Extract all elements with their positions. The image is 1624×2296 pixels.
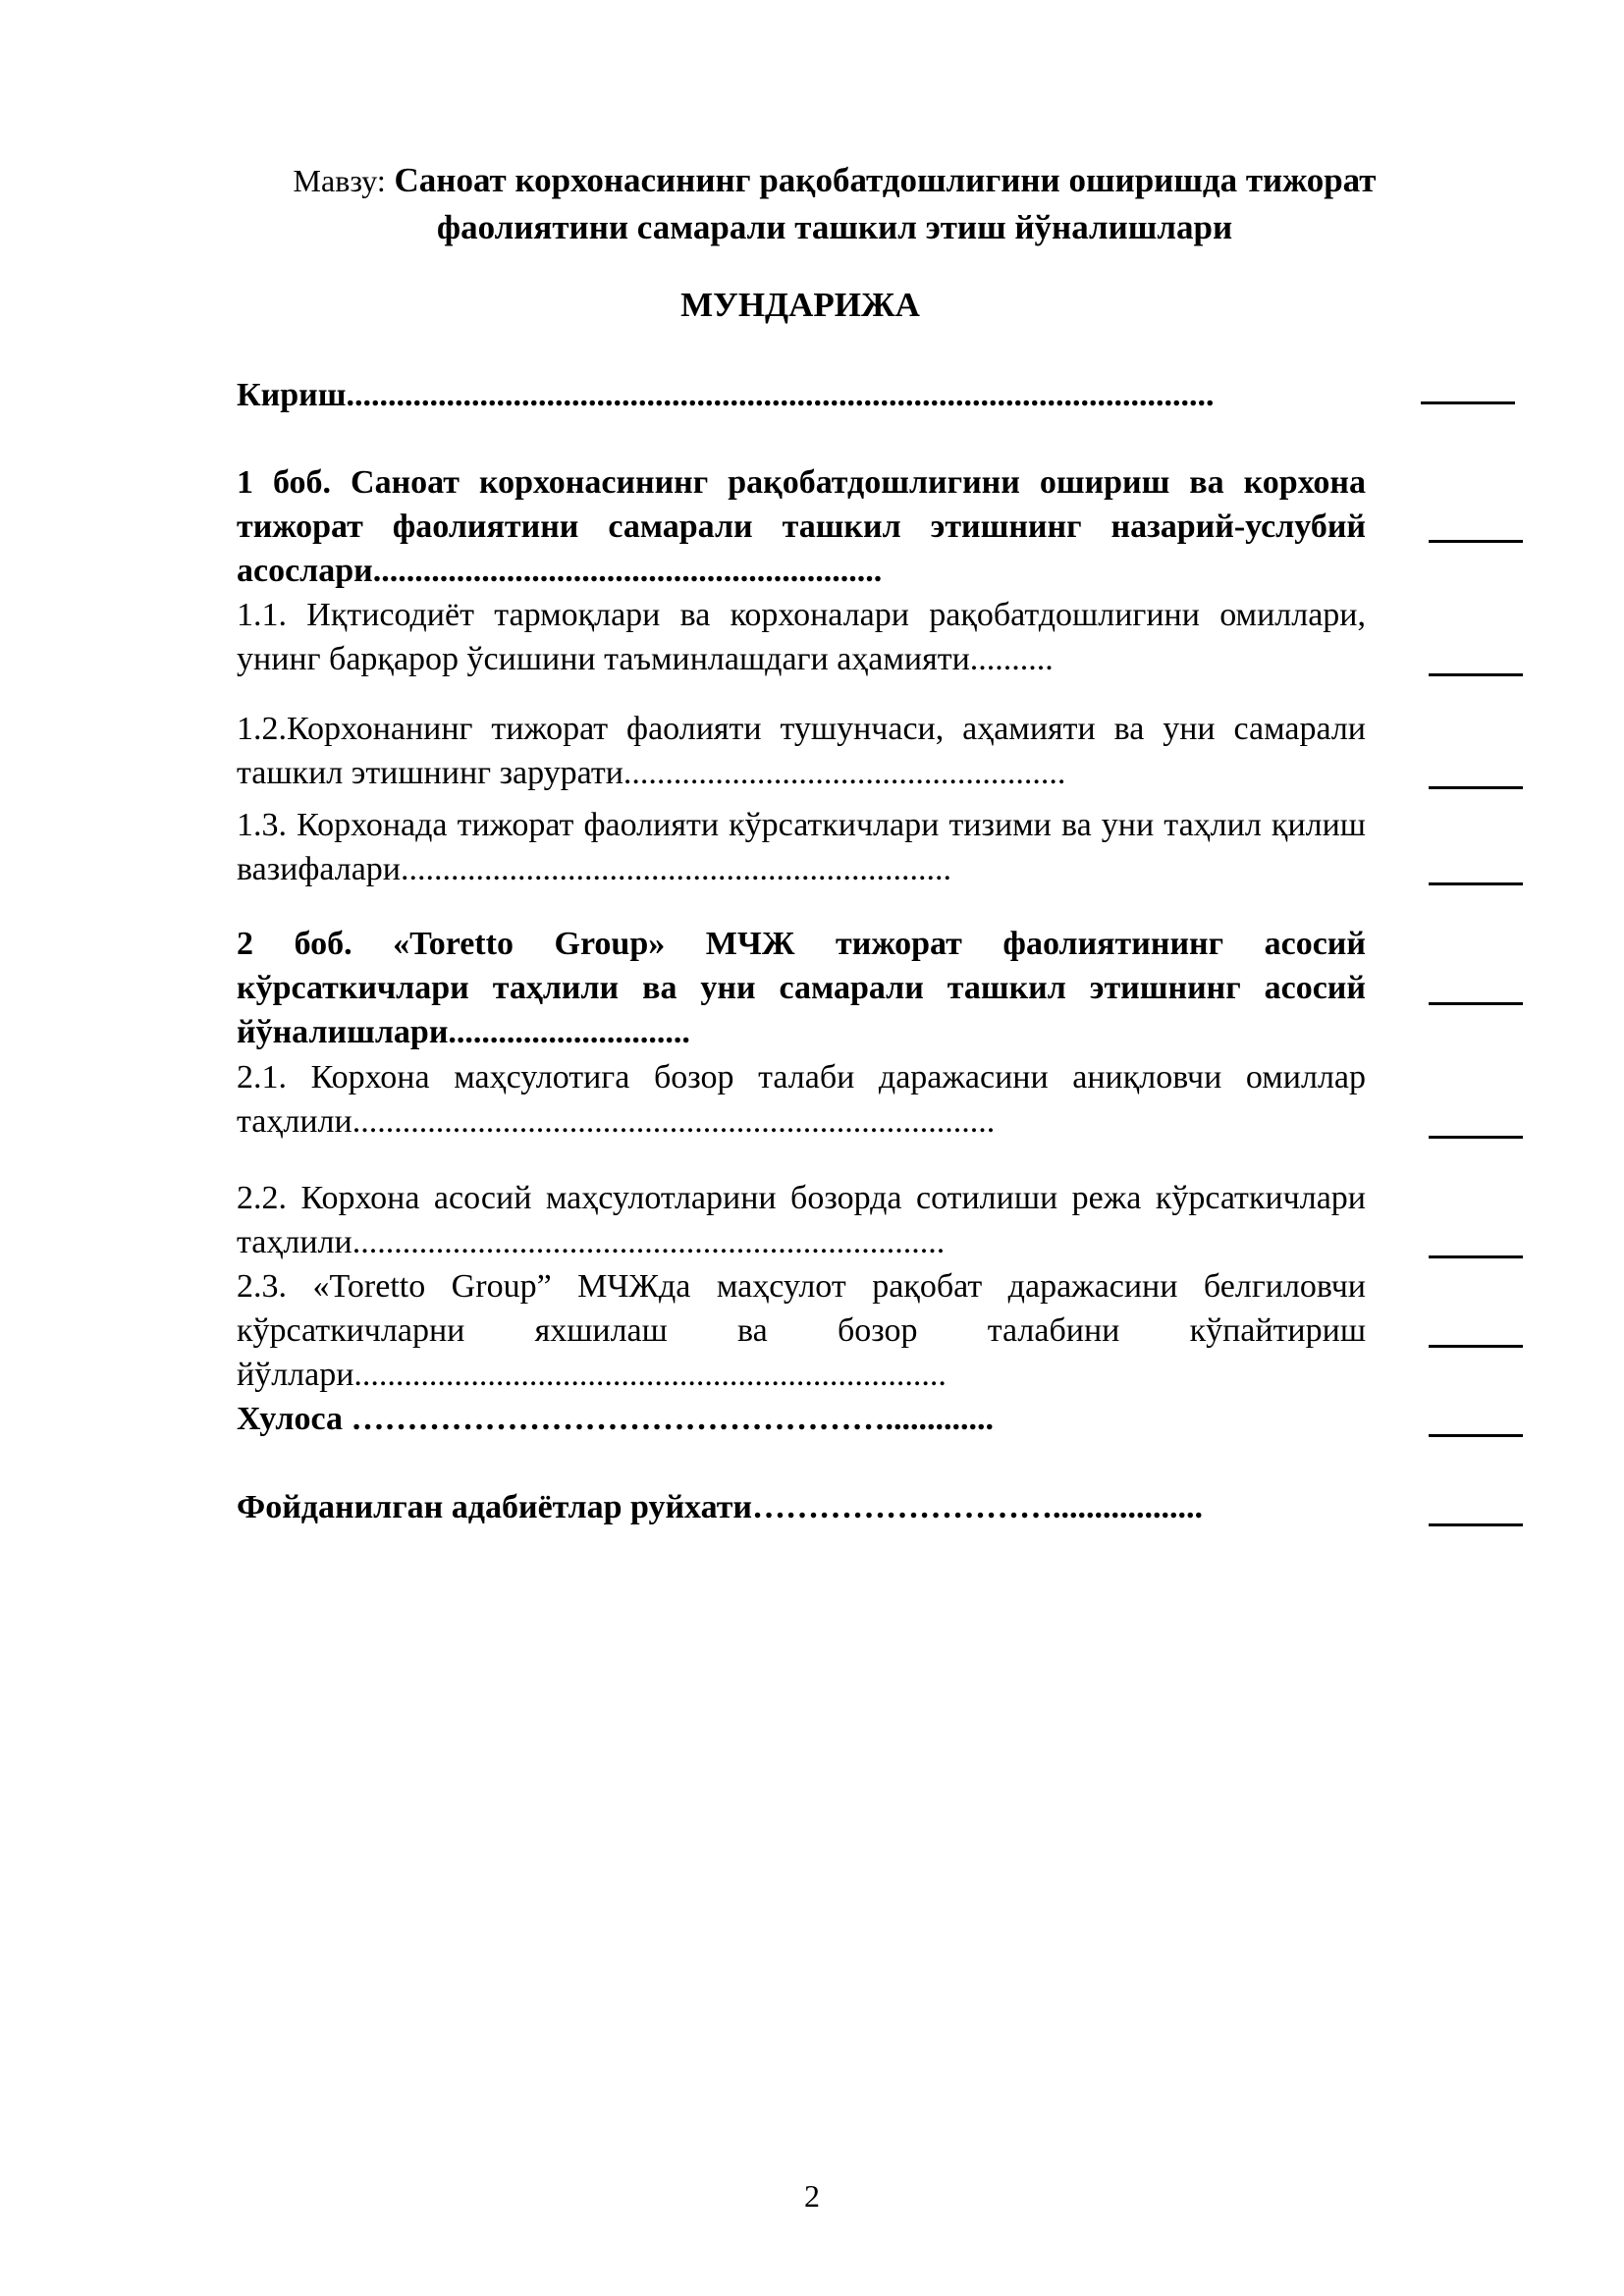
toc-chapter-2-text: 2 боб. «Toretto Group» МЧЖ тижорат фаолиятининг асосий кўрсаткичлари таҳлили ва уни самарали ташкил этишнинг асосий йўналишлари............................. [237, 926, 1366, 1050]
toc-references-page-blank [1429, 1523, 1523, 1526]
toc-section-2-2-text: 2.2. Корхона асосий маҳсулотларини бозорда сотилиши режа кўрсаткичлари таҳлили....................................................................... [237, 1180, 1366, 1260]
toc-chapter-1-page-blank [1429, 540, 1523, 543]
toc-section-1-2-page-blank [1429, 786, 1523, 789]
toc-section-1-2-text: 1.2.Корхонанинг тижорат фаолияти тушунчаси, аҳамияти ва уни самарали ташкил этишнинг зарурати..................................................... [237, 711, 1366, 791]
toc-section-2-1-page-blank [1429, 1136, 1523, 1139]
toc-intro-page-blank [1421, 401, 1515, 404]
toc-section-1-3-page-blank [1429, 882, 1523, 885]
page-number: 2 [804, 2178, 820, 2214]
toc-references-text: Фойданилган адабиётлар руйхати……………………….................. [237, 1489, 1204, 1525]
contents-heading: МУНДАРИЖА [680, 286, 920, 324]
toc-section-1-3-text: 1.3. Корхонада тижорат фаолияти кўрсаткичлари тизими ва уни таҳлил қилиш вазифалари.................................................................. [237, 807, 1366, 887]
toc-section-2-3-page-blank [1429, 1345, 1523, 1348]
toc-chapter-1-text: 1 боб. Саноат корхонасининг рақобатдошлигини ошириш ва корхона тижорат фаолиятини самарали ташкил этишнинг назарий-услубий асослари............................................................. [237, 464, 1366, 589]
toc-conclusion-page-blank [1429, 1434, 1523, 1437]
toc-conclusion-text: Хулоса …………………………………………............. [237, 1401, 994, 1437]
topic-block [196, 157, 1473, 251]
topic-label: Мавзу: [293, 163, 386, 198]
toc-section-1-1-page-blank [1429, 673, 1523, 676]
toc-section-1-1-text: 1.1. Иқтисодиёт тармоқлари ва корхоналари рақобатдошлигини омиллари, унинг барқарор ўсишини таъминлашдаги аҳамияти.......... [237, 597, 1366, 677]
toc-section-2-3-text: 2.3. «Toretto Group” МЧЖда маҳсулот рақобат даражасини белгиловчи кўрсаткичларни яхшилаш ва бозор талабини кўпайтириш йўллари....................................................................... [237, 1268, 1366, 1393]
toc-section-2-1-text: 2.1. Корхона маҳсулотига бозор талаби даражасини аниқловчи омиллар таҳлили............................................................................. [237, 1059, 1366, 1140]
topic-title-line1: Саноат корхонасининг рақобатдошлигини оширишда тижорат [394, 161, 1377, 199]
topic-title-line2: фаолиятини самарали ташкил этиш йўналишлари [436, 208, 1233, 246]
toc-section-2-2-page-blank [1429, 1255, 1523, 1258]
toc-chapter-2-page-blank [1429, 1002, 1523, 1005]
toc-intro-text: Кириш........................................................................................................ [237, 377, 1215, 413]
